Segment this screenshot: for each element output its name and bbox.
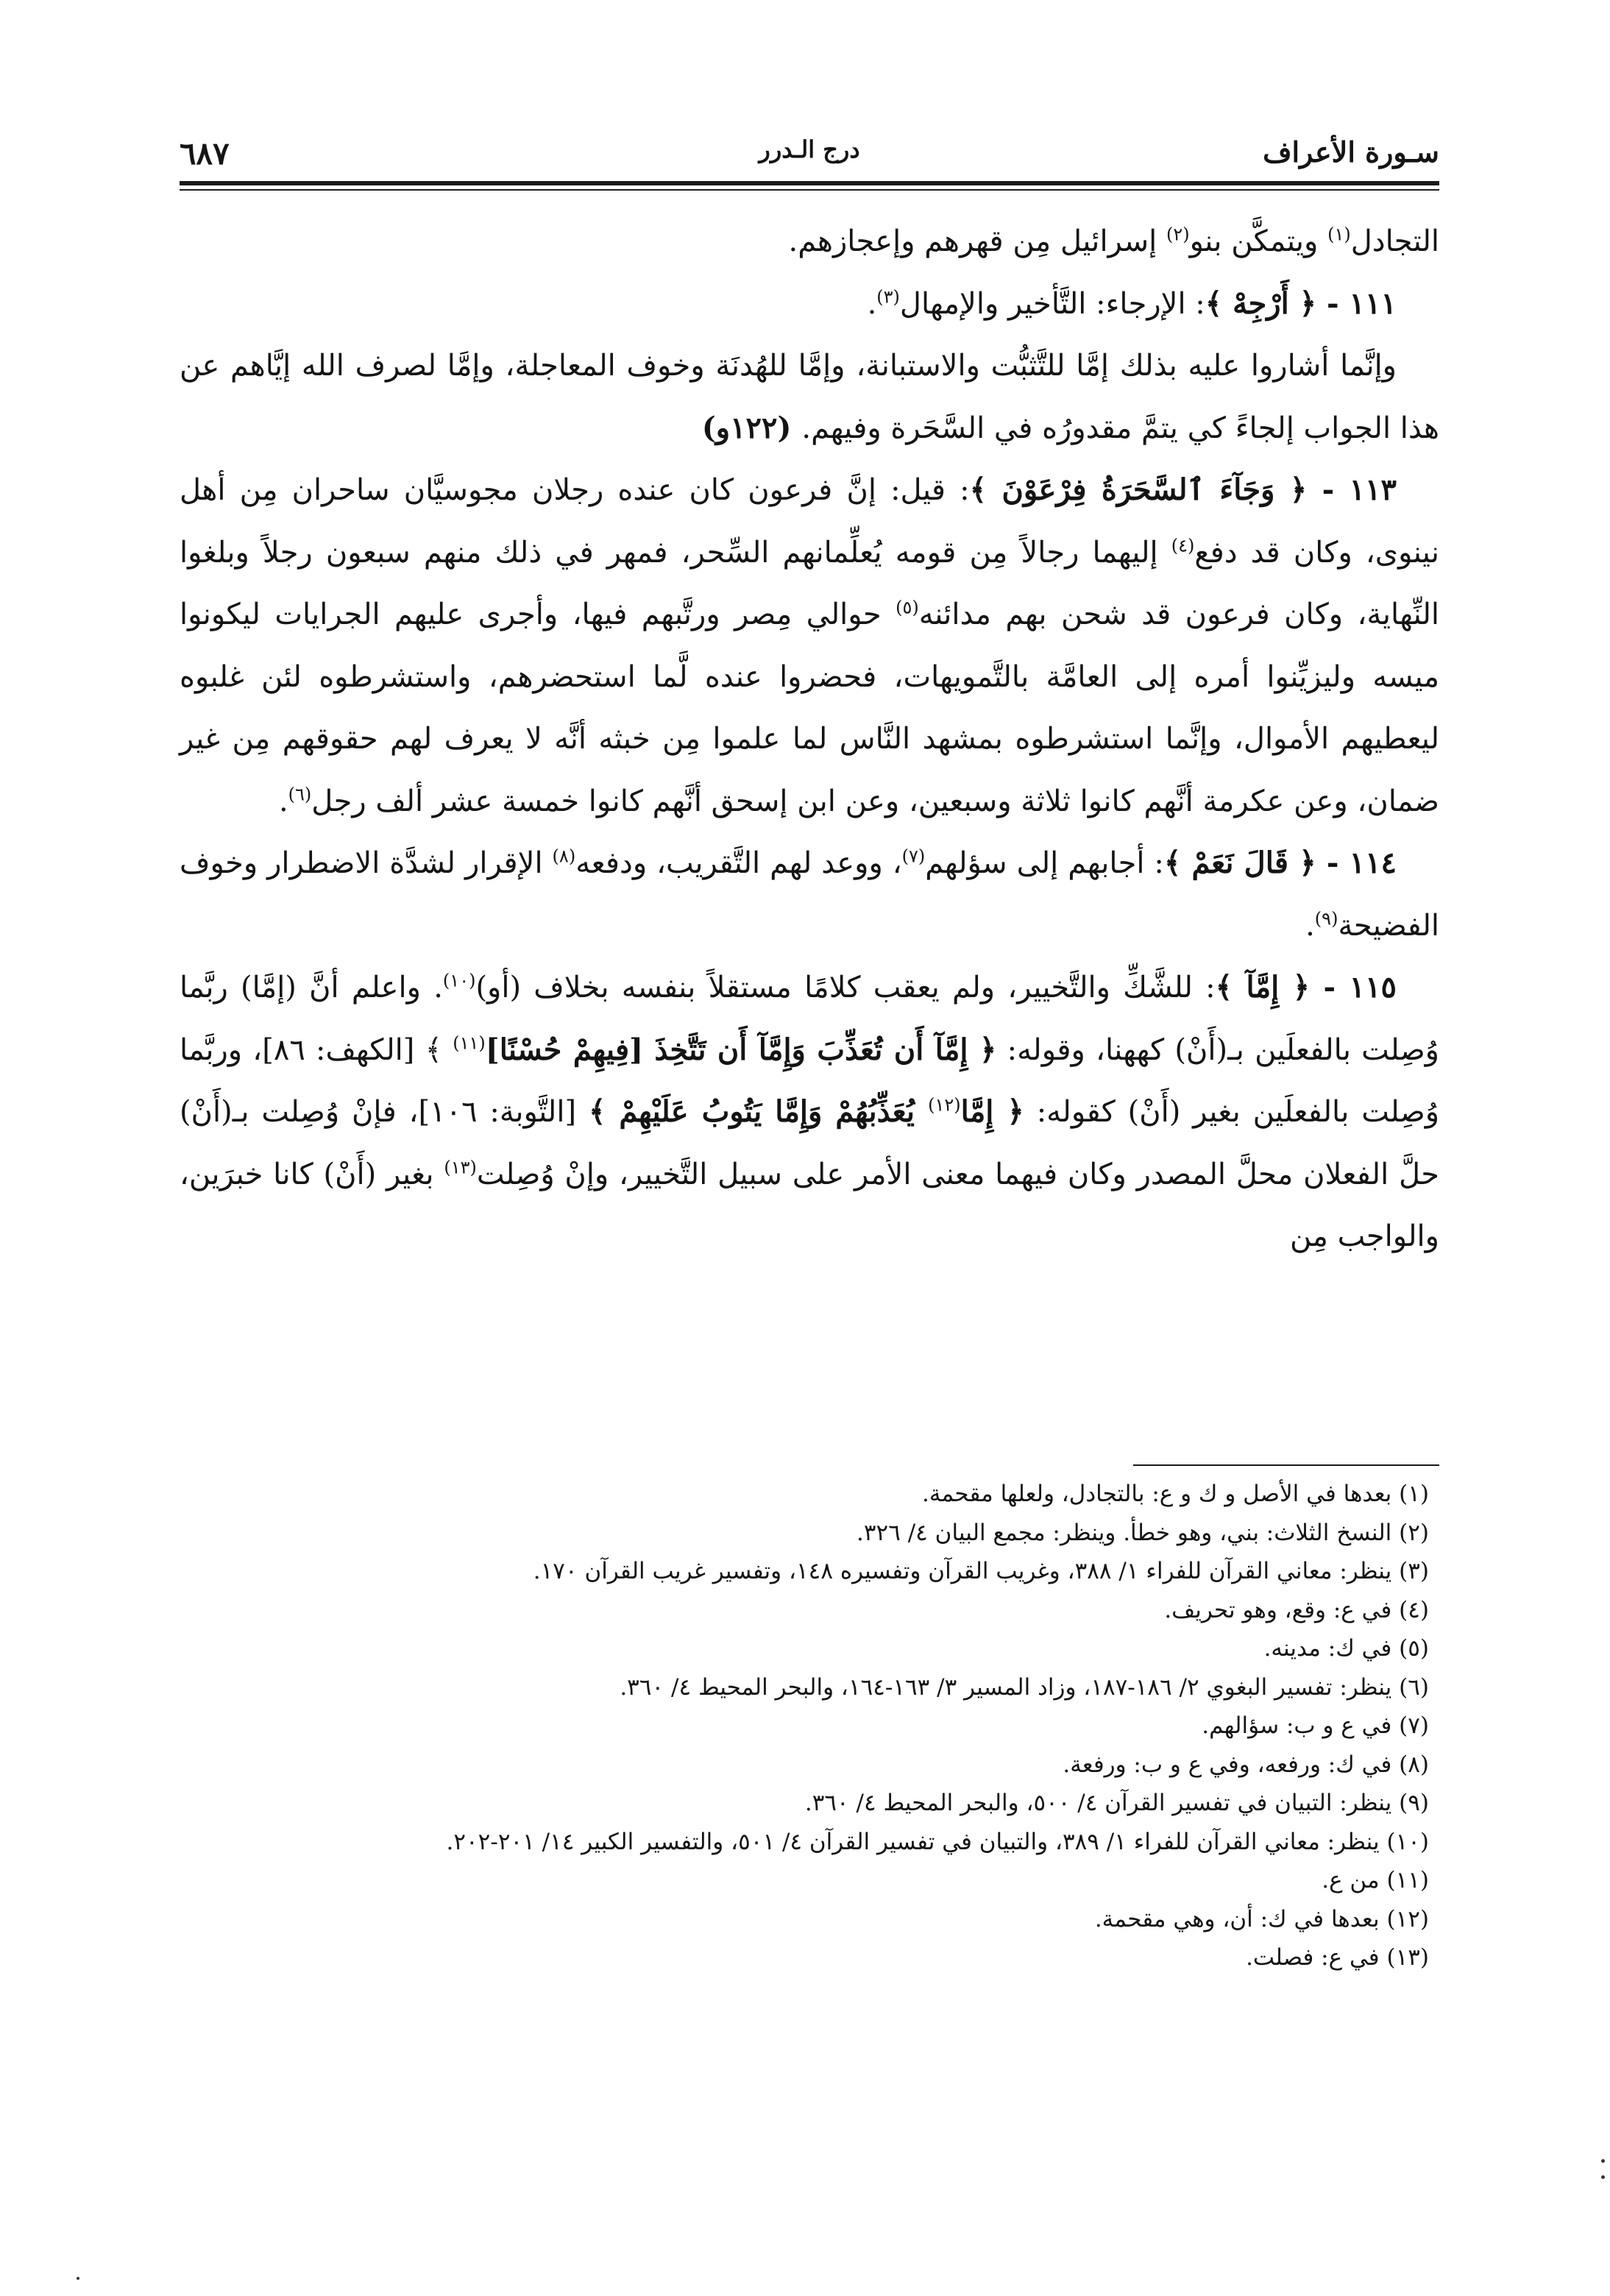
quran-quote: ﴿ وَجَآءَ ٱلسَّحَرَةُ فِرْعَوْنَ ﴾ <box>969 472 1308 507</box>
footnote-marker: (١٣) <box>444 1157 477 1178</box>
surah-title: سـورة الأعراف <box>1263 135 1439 169</box>
header-rule-thick <box>180 181 1439 185</box>
footnotes <box>180 1475 1429 1977</box>
footnote: (١٣) في ع: فصلت. <box>1246 1944 1429 1971</box>
entry-number: ١١٣ - <box>1307 472 1397 507</box>
paragraph-entry-115: ١١٥ - ﴿ إِمَّآ ﴾: للشَّكِّ والتَّخيير، ولم يعقب كلامًا مستقلاً بنفسه بخلاف (أو)$^{(١٠)}$. واعلم أنَّ (إمَّا) ربَّما وُصِلت بالفعلَين بـ(أَنْ) كههنا، وقوله: ﴿ إِمَّآ أَن تُعَذِّبَ وَإِمَّآ أَن تَتَّخِذَ [فِيهِمْ حُسْنًا]$^{(١١)}$ ﴾ [الكهف: ٨٦]، وربَّما وُصِلت بالفعلَين بغير (أَنْ) كقوله: ﴿ إِمَّا$^{(١٢)}$ يُعَذِّبُهُمْ وَإِمَّا يَتُوبُ عَلَيْهِمْ ﴾ [التَّوبة: ١٠٦]، فإنْ وُصِلت بـ(أَنْ) حلَّ الفعلان محلَّ المصدر وكان فيهما معنى الأمر على سبيل التَّخيير، وإنْ وُصِلت$^{(١٣)}$ بغير (أَنْ) كانا خبرَين، والواجب مِن <box>180 970 1440 1253</box>
quran-quote: ﴿ إِمَّآ أَن تُعَذِّبَ وَإِمَّآ أَن تَتَّخِذَ [فِيهِمْ حُسْنًا] <box>485 1032 997 1067</box>
footnote-marker: (٥) <box>896 597 919 618</box>
footnote-marker: (١٢) <box>928 1094 961 1116</box>
footnote-marker: (٩) <box>1314 908 1338 929</box>
footnote: (١١) من ع. <box>1322 1867 1429 1893</box>
footnote: (٤) في ع: وقع، وهو تحريف. <box>1164 1596 1429 1623</box>
footnote-marker: (٨) <box>552 846 576 867</box>
footnote-marker: (٢) <box>1166 224 1190 245</box>
footnote: (٣) ينظر: معاني القرآن للفراء ١/ ٣٨٨، وغريب القرآن وتفسيره ١٤٨، وتفسير غريب القرآن ١٧٠. <box>533 1558 1429 1584</box>
paragraph-entry-111: ١١١ - ﴿ أَرْجِهْ ﴾: الإرجاء: التَّأخير والإمهال$^{(٣)}$. <box>867 286 1397 321</box>
footnote: (٨) في ك: ورفعه، وفي ع و ب: ورفعة. <box>1063 1751 1429 1778</box>
quran-quote: ﴿ إِمَّا <box>960 1094 1024 1129</box>
paragraph: التجادل$^{(١)}$ ويتمكَّن بنو$^{(٢)}$ إسرائيل مِن قهرهم وإعجازهم. <box>788 224 1439 258</box>
paragraph-entry-113: ١١٣ - ﴿ وَجَآءَ ٱلسَّحَرَةُ فِرْعَوْنَ ﴾: قيل: إنَّ فرعون كان عنده رجلان مجوسيَّان ساحران مِن أهل نينوى، وكان قد دفع$^{(٤)}$ إليهما رجالاً مِن قومه يُعلِّمانهم السِّحر، فمهر في ذلك منهم سبعون رجلاً وبلغوا النِّهاية، وكان فرعون قد شحن بهم مدائنه$^{(٥)}$ حوالي مِصر ورتَّبهم فيها، وأجرى عليهم الجرايات ليكونوا ميسه وليزيِّنوا أمره إلى العامَّة بالتَّمويهات، فحضروا عنده لَّما استحضرهم، واستشرطوه لئن غلبوه ليعطيهم الأموال، وإنَّما استشرطوه بمشهد النَّاس لما علموا مِن خبثه أنَّه لا يعرف لهم حقوقهم مِن غير ضمان، وعن عكرمة أنَّهم كانوا ثلاثة وسبعين، وعن ابن إسحق أنَّهم كانوا خمسة عشر ألف رجل$^{(٦)}$. <box>180 472 1440 818</box>
footnote-marker: (٦) <box>288 784 312 805</box>
quran-quote: ﴿ إِمَّآ ﴾ <box>1215 970 1311 1005</box>
header-rule-thin <box>180 189 1439 191</box>
footnote: (٢) النسخ الثلاث: بني، وهو خطأ. وينظر: مجمع البيان ٤/ ٣٢٦. <box>857 1519 1429 1546</box>
footnote: (٦) ينظر: تفسير البغوي ٢/ ١٨٦-١٨٧، وزاد المسير ٣/ ١٦٣-١٦٤، والبحر المحيط ٤/ ٣٦٠. <box>620 1673 1429 1701</box>
paragraph: وإنَّما أشاروا عليه بذلك إمَّا للتَّثبُّت والاستبانة، وإمَّا للهُدنَة وخوف المعاجلة، وإمَّا لصرف الله إيَّاهم عن هذا الجواب إلجاءً كي يتمَّ مقدورُه في السَّحَرة وفيهم. (١٢٢و) <box>180 349 1439 445</box>
footnote-marker: (١) <box>1327 224 1351 245</box>
footnote-marker: (٤) <box>1171 535 1195 556</box>
footnote: (١٠) ينظر: معاني القرآن للفراء ١/ ٣٨٩، والتبيان في تفسير القرآن ٤/ ٥٠١، والتفسير الكبير ١٤/ ٢٠١-٢٠٢. <box>446 1828 1429 1855</box>
scan-speck <box>1601 2175 1605 2179</box>
entry-number: ١١١ - <box>1316 286 1397 321</box>
page-header <box>180 127 1439 181</box>
quran-quote: يُعَذِّبُهُمْ وَإِمَّا يَتُوبُ عَلَيْهِمْ ﴾ <box>588 1094 929 1129</box>
quran-quote: ﴿ قَالَ نَعَمْ ﴾ <box>1163 846 1316 880</box>
footnote: (٧) في ع و ب: سؤالهم. <box>1202 1712 1429 1739</box>
footnote-marker: (٧) <box>901 846 926 867</box>
footnote: (٥) في ك: مدينه. <box>1263 1635 1429 1662</box>
manuscript-folio-ref: (١٢٢و) <box>701 410 802 445</box>
footnote-marker: (٣) <box>876 286 900 308</box>
footnote: (١) بعدها في الأصل و ك و ع: بالتجادل، ولعلها مقحمة. <box>922 1481 1429 1507</box>
footnote-marker: (١٠) <box>442 970 476 991</box>
footnote-marker: (١١) <box>453 1032 486 1054</box>
page-number: ٦٨٧ <box>180 135 230 171</box>
scan-speck <box>77 2277 79 2280</box>
book-title: درج الـدرر <box>759 135 860 163</box>
entry-number: ١١٥ - <box>1310 970 1397 1005</box>
main-text <box>180 210 1439 1268</box>
paragraph-entry-114: ١١٤ - ﴿ قَالَ نَعَمْ ﴾: أجابهم إلى سؤلهم$^{(٧)}$، ووعد لهم التَّقريب، ودفعه$^{(٨)}$ الإقرار لشدَّة الاضطرار وخوف الفضيحة$^{(٩)}$. <box>180 846 1439 943</box>
footnote-separator <box>1133 1464 1439 1466</box>
quran-quote: ﴿ أَرْجِهْ ﴾ <box>1205 286 1317 321</box>
footnote: (٩) ينظر: التبيان في تفسير القرآن ٤/ ٥٠٠، والبحر المحيط ٤/ ٣٦٠. <box>804 1790 1429 1816</box>
footnote: (١٢) بعدها في ك: أن، وهي مقحمة. <box>1094 1905 1429 1932</box>
scan-speck <box>1601 2159 1605 2163</box>
entry-number: ١١٤ - <box>1316 846 1397 880</box>
